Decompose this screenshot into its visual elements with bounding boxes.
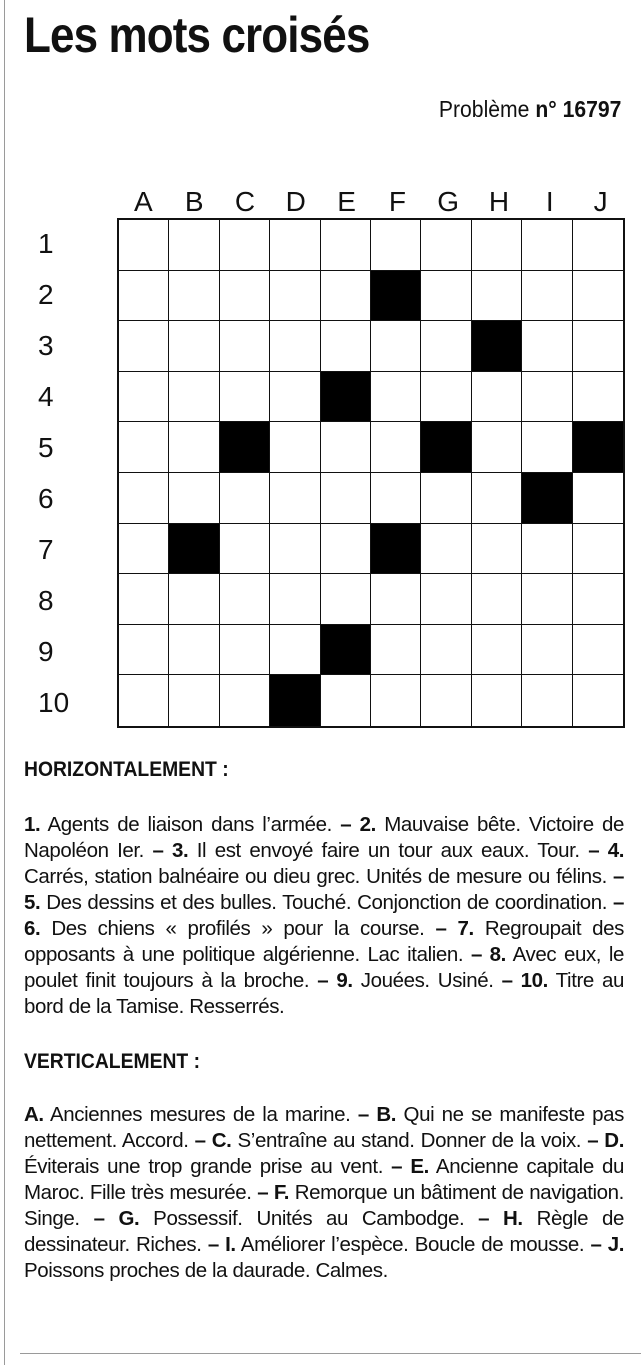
clue-number: – G. [93,1207,140,1230]
clue-number: – F. [257,1181,290,1204]
clue-text: Regroupait des opposants à une politique algérienne. Lac italien. [24,917,625,966]
vertical-clues [24,1102,624,1284]
grid-cell[interactable] [270,473,320,524]
clue [24,813,340,836]
grid-cell[interactable] [371,473,421,524]
row-labels [28,218,88,728]
grid-cell[interactable] [119,422,169,473]
grid-cell[interactable] [573,524,623,575]
black-cell [321,372,371,423]
horizontal-clues [24,812,624,1020]
grid-cell[interactable] [421,625,471,676]
black-cell [421,422,471,473]
black-cell [169,524,219,575]
grid-cell[interactable] [270,372,320,423]
grid-cell[interactable] [421,321,471,372]
grid-cell[interactable] [270,625,320,676]
grid-cell[interactable] [220,321,270,372]
grid-cell[interactable] [522,220,572,271]
grid-cell[interactable] [321,422,371,473]
column-label: A [134,186,153,217]
grid-cell[interactable] [220,625,270,676]
black-cell [522,473,572,524]
grid-cell[interactable] [522,675,572,726]
clue-number: – I. [207,1233,236,1256]
grid-cell[interactable] [119,473,169,524]
grid-cell[interactable] [421,524,471,575]
clue-text: Ancienne capitale du Maroc. Fille très mesurée. [24,1155,624,1204]
row-label: 8 [38,585,54,616]
clue-text: Anciennes mesures de la marine. [43,1103,358,1126]
clue-text: Possessif. Unités au Cambodge. [139,1207,479,1230]
clue-text: Remorque un bâtiment de navigation. Singe. [24,1181,624,1230]
clue-number: – 8. [470,943,506,966]
row-label: 7 [38,534,54,565]
row-label: 2 [38,279,54,310]
column-labels [118,184,626,220]
grid-cell[interactable] [522,524,572,575]
grid-cell[interactable] [119,675,169,726]
grid-cell[interactable] [119,524,169,575]
grid-cell[interactable] [573,220,623,271]
clue-number: – 3. [152,839,189,862]
grid-cell[interactable] [371,422,421,473]
grid-cell[interactable] [321,220,371,271]
grid-cell[interactable] [119,372,169,423]
grid-cell[interactable] [119,271,169,322]
grid-cell[interactable] [220,220,270,271]
clue-number: – H. [478,1207,523,1230]
problem-number [438,96,621,123]
grid-cell[interactable] [220,574,270,625]
grid-cell[interactable] [573,321,623,372]
row-label: 1 [38,228,54,259]
grid-cell[interactable] [169,473,219,524]
grid-cell[interactable] [472,220,522,271]
grid-cell[interactable] [220,372,270,423]
column-label: I [545,186,554,217]
black-cell [573,422,623,473]
grid-cell[interactable] [321,321,371,372]
grid-cell[interactable] [371,675,421,726]
grid-cell[interactable] [169,422,219,473]
grid-cell[interactable] [169,220,219,271]
black-cell [472,321,522,372]
grid-cell[interactable] [573,675,623,726]
crossword-grid [117,218,625,728]
grid-cell[interactable] [270,321,320,372]
grid-cell[interactable] [270,220,320,271]
grid-cell[interactable] [573,473,623,524]
grid-cell[interactable] [522,574,572,625]
grid-cell[interactable] [472,271,522,322]
clue-text: Carrés, station balnéaire ou dieu grec. Unités de mesure ou félins. [24,865,613,888]
grid-cell[interactable] [169,271,219,322]
black-cell [220,422,270,473]
problem-number-prefix: n° [534,96,557,122]
grid-cell[interactable] [321,524,371,575]
clue-number: – B. [357,1103,397,1126]
grid-cell[interactable] [472,372,522,423]
grid-cell[interactable] [472,675,522,726]
grid-cell[interactable] [472,473,522,524]
clue-text: Jouées. Usiné. [352,969,502,992]
grid-cell[interactable] [270,574,320,625]
grid-cell[interactable] [573,271,623,322]
grid-cell[interactable] [220,473,270,524]
clue-text: Mauvaise bête. Victoire de Napoléon Ier. [24,813,625,862]
grid-cell[interactable] [119,574,169,625]
clue-number: 1. [24,813,41,836]
clue-text: Avec eux, le poulet finit toujours à la broche. [24,943,624,992]
grid-cell[interactable] [119,321,169,372]
clue-text: Titre au bord de la Tamise. Resserrés. [24,969,624,1018]
grid-cell[interactable] [421,675,471,726]
column-label: H [488,186,510,217]
clue-number: A. [24,1103,44,1126]
clue-number: – 10. [501,969,548,992]
black-cell [321,625,371,676]
grid-cell[interactable] [270,271,320,322]
clue-number: – J. [590,1233,625,1256]
column-label: G [437,186,460,217]
clue-number: – 4. [588,839,625,862]
clue-number: – D. [587,1129,624,1152]
grid-cell[interactable] [321,675,371,726]
row-label: 9 [38,636,54,667]
grid-cell[interactable] [321,574,371,625]
grid-cell[interactable] [421,473,471,524]
left-rule [4,0,5,1365]
column-label: J [593,186,608,217]
column-label: B [184,186,204,217]
horizontal-heading: HORIZONTALEMENT : [24,758,229,781]
problem-number-value: 16797 [562,96,621,122]
grid-cell[interactable] [522,271,572,322]
clue-number: – 7. [435,917,474,940]
black-cell [371,524,421,575]
grid-cell[interactable] [321,473,371,524]
grid-cell[interactable] [119,220,169,271]
clue-text: Améliorer l’espèce. Boucle de mousse. [235,1233,591,1256]
problem-label: Problème [438,96,529,122]
grid-cell[interactable] [421,220,471,271]
clue [208,1233,591,1256]
grid-cell[interactable] [220,524,270,575]
grid-cell[interactable] [220,271,270,322]
clue [94,1207,479,1230]
grid-cell[interactable] [371,220,421,271]
grid-cell[interactable] [421,574,471,625]
row-label: 4 [38,381,54,412]
grid-cell[interactable] [169,675,219,726]
clue-number: – 9. [317,969,353,992]
grid-cell[interactable] [573,574,623,625]
row-label: 6 [38,483,54,514]
clue-text: Poissons proches de la daurade. Calmes. [24,1259,388,1282]
clue-number: – C. [194,1129,232,1152]
black-cell [371,271,421,322]
clue-number: – E. [391,1155,429,1178]
clue [152,839,588,862]
clue-text: Éviterais une trop grande prise au vent. [24,1155,392,1178]
grid-cell[interactable] [472,524,522,575]
clue [24,1103,358,1126]
grid-cell[interactable] [169,574,219,625]
grid-cell[interactable] [421,372,471,423]
grid-cell[interactable] [220,675,270,726]
row-label: 3 [38,330,54,361]
grid-cell[interactable] [169,625,219,676]
column-label: C [234,186,256,217]
grid-cell[interactable] [270,422,320,473]
grid-cell[interactable] [371,625,421,676]
bottom-rule [20,1353,641,1354]
row-label: 10 [38,687,70,718]
column-label: D [285,186,306,217]
column-label: F [388,186,406,217]
clue-number: – 2. [340,813,376,836]
row-label: 5 [38,432,54,463]
grid-cell[interactable] [371,321,421,372]
grid-cell[interactable] [472,574,522,625]
grid-cell[interactable] [270,524,320,575]
vertical-heading: VERTICALEMENT : [24,1050,201,1073]
page-title: Les mots croisés [24,7,370,63]
grid-cell[interactable] [169,372,219,423]
grid-cell[interactable] [522,321,572,372]
clue-text: S’entraîne au stand. Donner de la voix. [231,1129,588,1152]
grid-cell[interactable] [472,422,522,473]
clue-text: Des chiens « profilés » pour la course. [40,917,436,940]
grid-cell[interactable] [169,321,219,372]
clue [317,969,501,992]
grid-cell[interactable] [119,625,169,676]
clue-text: Des dessins et des bulles. Touché. Conjonction de coordination. [40,891,613,914]
clue-text: Règle de dessinateur. Riches. [24,1207,625,1256]
grid-cell[interactable] [321,271,371,322]
clue-text: Qui ne se manifeste pas nettement. Accord. [24,1103,624,1152]
clue-number: – 5. [24,865,624,914]
grid-cell[interactable] [522,625,572,676]
column-label: E [337,186,356,217]
black-cell [270,675,320,726]
clue-text: Il est envoyé faire un tour aux eaux. Tour. [188,839,589,862]
grid-cell[interactable] [522,422,572,473]
grid-cell[interactable] [421,271,471,322]
grid-cell[interactable] [472,625,522,676]
grid-cell[interactable] [371,574,421,625]
grid-cell[interactable] [573,372,623,423]
clue [195,1129,588,1152]
grid-cell[interactable] [573,625,623,676]
grid-cell[interactable] [522,372,572,423]
clue-number: – 6. [24,891,624,940]
clue-text: Agents de liaison dans l’armée. [40,813,341,836]
grid-cell[interactable] [371,372,421,423]
